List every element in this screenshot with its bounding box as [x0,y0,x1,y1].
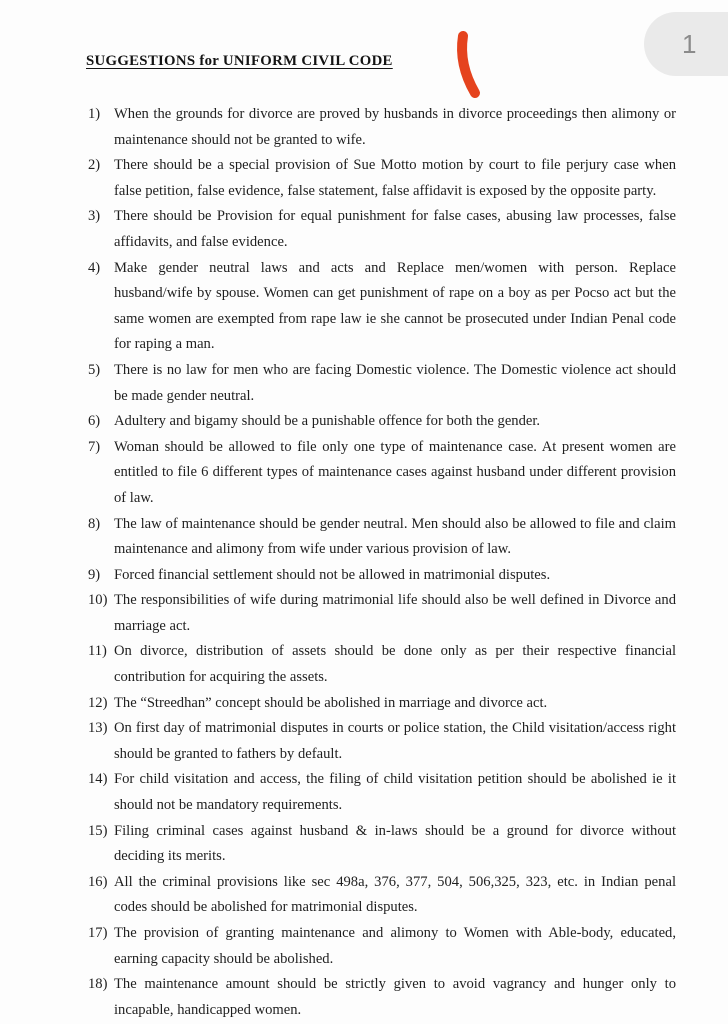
list-item-text: Woman should be allowed to file only one type of maintenance case. At present women are entitled to file 6 different types of maintenance cases against husband under different provision of law. [114,438,676,506]
list-item-text: The responsibilities of wife during matrimonial life should also be well defined in Divorce and marriage act. [114,592,676,634]
list-item [88,870,676,921]
list-item-text: Make gender neutral laws and acts and Replace men/women with person. Replace husband/wife by spouse. Women can get punishment of rape on a boy as per Pocso act but the same women are exempted from rape law ie she cannot be prosecuted under Indian Penal code for raping a man. [114,259,676,353]
list-item-text: There should be Provision for equal punishment for false cases, abusing law processes, false affidavits, and false evidence. [114,208,676,250]
list-item [88,435,676,512]
list-item [88,691,676,717]
list-item [88,716,676,767]
list-item-text: The maintenance amount should be strictly given to avoid vagrancy and hunger only to incapable, handicapped women. [114,976,676,1018]
list-item-number: 10) [88,592,108,609]
list-item [88,358,676,409]
list-item-number: 17) [88,925,108,941]
list-item-number: 6) [88,413,101,430]
list-item-text: The provision of granting maintenance and alimony to Women with Able-body, educated, earning capacity should be abolished. [114,925,676,967]
red-pen-stroke-path [462,36,475,93]
list-item-number: 16) [88,873,108,890]
page-number: 1 [682,28,697,59]
list-item [88,409,676,435]
list-item [88,256,676,358]
list-item [88,767,676,818]
list-item-text: All the criminal provisions like sec 498a, 376, 377, 504, 506,325, 323, etc. in Indian penal codes should be abolished for matrimonial disputes. [114,873,676,916]
list-item [88,972,676,1023]
list-item [88,563,676,589]
list-item-number: 11) [88,643,107,660]
list-item [88,588,676,639]
list-item-text: The law of maintenance should be gender neutral. Men should also be allowed to file and claim maintenance and alimony from wife under various provision of law. [114,515,676,558]
list-item-number: 4) [88,259,101,276]
list-item [88,512,676,563]
list-item-number: 8) [88,515,101,532]
list-item-text: There should be a special provision of Sue Motto motion by court to file perjury case when false petition, false evidence, false statement, false affidavit is exposed by the opposite party. [114,157,676,199]
list-item-number: 1) [88,106,101,122]
list-item-number: 14) [88,771,108,788]
list-item-number: 13) [88,720,108,737]
list-item-number: 2) [88,157,101,174]
list-item-number: 18) [88,976,108,993]
list-item-text: When the grounds for divorce are proved by husbands in divorce proceedings then alimony or maintenance should not be granted to wife. [114,106,676,148]
document-title: SUGGESTIONS for UNIFORM CIVIL CODE [86,53,393,69]
list-item-text: Forced financial settlement should not be allowed in matrimonial disputes. [114,566,551,583]
suggestions-list [0,102,728,1023]
list-item-number: 5) [88,361,101,378]
list-item [88,204,676,255]
list-item-text: Adultery and bigamy should be a punishable offence for both the gender. [114,413,541,430]
list-item-text: Filing criminal cases against husband & in-laws should be a ground for divorce without deciding its merits. [114,822,676,865]
list-item-text: For child visitation and access, the filing of child visitation petition should be abolished ie it should not be mandatory requirements. [114,771,676,814]
list-item-text: There is no law for men who are facing Domestic violence. The Domestic violence act should be made gender neutral. [114,361,676,404]
list-item-text: On first day of matrimonial disputes in courts or police station, the Child visitation/access right should be granted to fathers by default. [114,720,676,762]
list-item-number: 15) [88,822,108,839]
list-item-number: 12) [88,694,108,711]
list-item [88,819,676,870]
list-item-number: 9) [88,566,101,583]
list-item-number: 7) [88,438,101,455]
list-item [88,639,676,690]
list-item [88,102,676,153]
page-number-badge [644,12,728,76]
list-item-text: On divorce, distribution of assets should be done only as per their respective financial contribution for acquiring the assets. [114,643,676,686]
list-item-text: The “Streedhan” concept should be abolished in marriage and divorce act. [114,694,548,711]
list-item-number: 3) [88,208,101,225]
list-item [88,153,676,204]
red-pen-stroke-annotation [451,29,491,101]
list-item [88,921,676,972]
